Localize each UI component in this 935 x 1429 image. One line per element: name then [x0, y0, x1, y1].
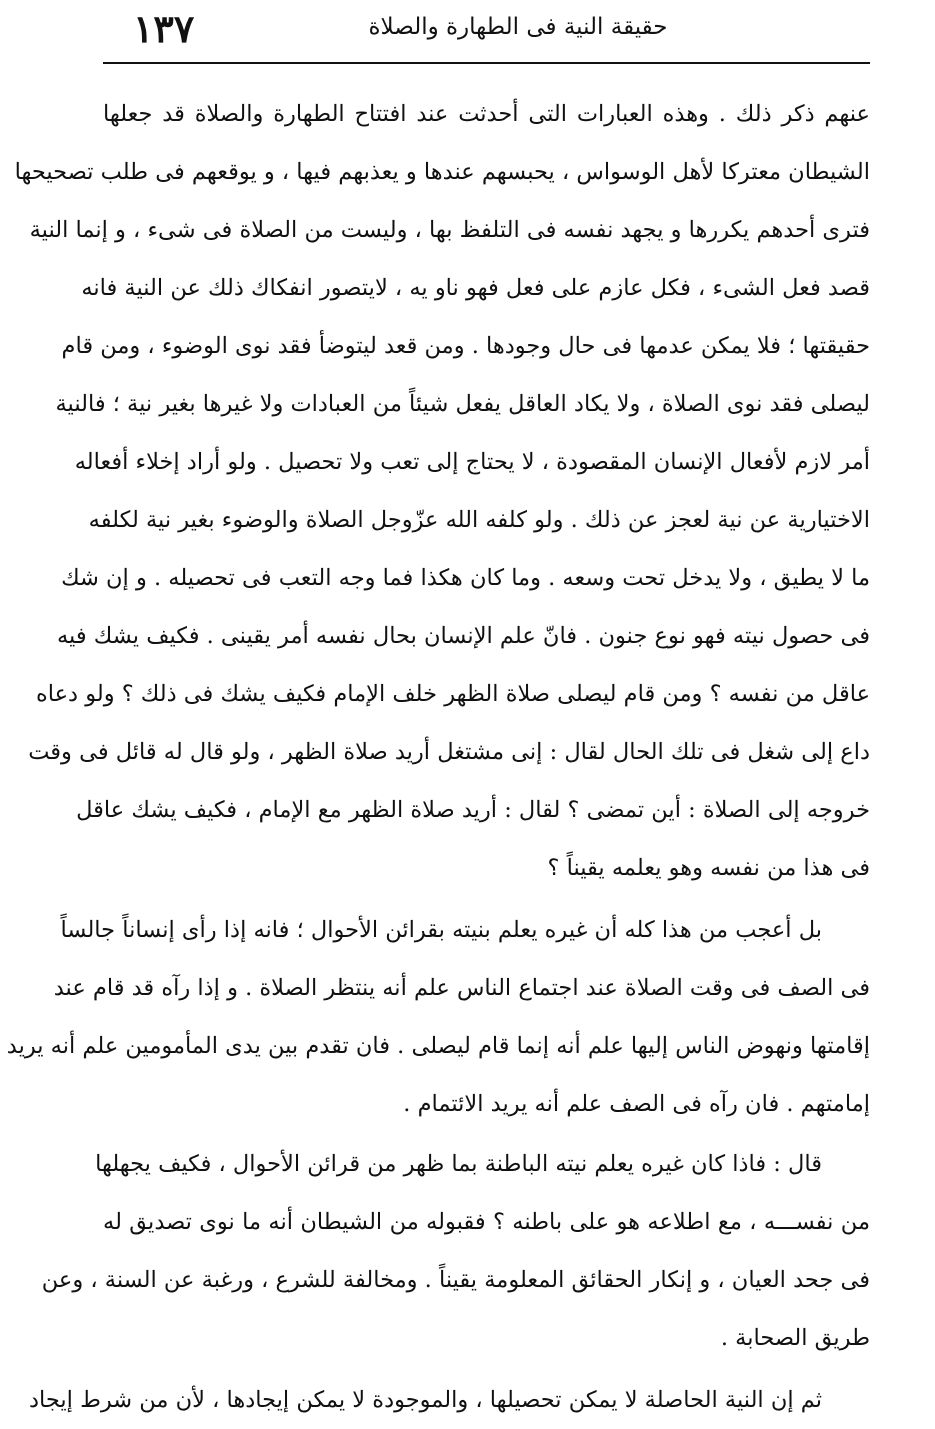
text-line: داع إلى شغل فى تلك الحال لقال : إنى مشتغل أريد صلاة الظهر ، ولو قال له قائل فى وقت [28, 739, 870, 765]
text-line: فى جحد العيان ، و إنكار الحقائق المعلومة يقيناً . ومخالفة للشرع ، ورغبة عن السنة ، وعن [41, 1267, 870, 1293]
text-line: ما لا يطيق ، ولا يدخل تحت وسعه . وما كان هكذا فما وجه التعب فى تحصيله . و إن شك [61, 565, 870, 591]
header-rule [103, 62, 870, 64]
text-line: عاقل من نفسه ؟ ومن قام ليصلى صلاة الظهر خلف الإمام فكيف يشك فى ذلك ؟ ولو دعاه [35, 681, 870, 707]
text-line: ليصلى فقد نوى الصلاة ، ولا يكاد العاقل يفعل شيئاً من العبادات ولا غيرها بغير نية ؛ فالنية [55, 391, 870, 417]
text-line: فى هذا من نفسه وهو يعلمه يقيناً ؟ [547, 855, 870, 881]
page-header [103, 0, 870, 64]
text-line: فترى أحدهم يكررها و يجهد نفسه فى التلفظ بها ، وليست من الصلاة فى شىء ، و إنما النية [29, 217, 870, 243]
text-line: من نفســـه ، مع اطلاعه هو على باطنه ؟ فقبوله من الشيطان أنه ما نوى تصديق له [103, 1209, 870, 1235]
text-line: حقيقتها ؛ فلا يمكن عدمها فى حال وجودها . ومن قعد ليتوضأ فقد نوى الوضوء ، ومن قام [61, 333, 870, 359]
text-line: إمامتهم . فان رآه فى الصف علم أنه يريد الائتمام . [403, 1091, 870, 1117]
text-line: ثم إن النية الحاصلة لا يمكن تحصيلها ، والموجودة لا يمكن إيجادها ، لأن من شرط إيجاد [29, 1387, 822, 1413]
text-line: طريق الصحابة . [720, 1325, 870, 1351]
running-title: حقيقة النية فى الطهارة والصلاة [368, 14, 668, 40]
text-line: فى حصول نيته فهو نوع جنون . فانّ علم الإنسان بحال نفسه أمر يقينى . فكيف يشك فيه [56, 623, 870, 649]
page-number: ١٣٧ [133, 6, 195, 51]
text-line: بل أعجب من هذا كله أن غيره يعلم بنيته بقرائن الأحوال ؛ فانه إذا رأى إنساناً جالساً [60, 917, 822, 943]
text-line: قصد فعل الشىء ، فكل عازم على فعل فهو ناو يه ، لايتصور انفكاك ذلك عن النية فانه [81, 275, 870, 301]
text-line: قال : فاذا كان غيره يعلم نيته الباطنة بما ظهر من قرائن الأحوال ، فكيف يجهلها [95, 1151, 822, 1177]
text-line: أمر لازم لأفعال الإنسان المقصودة ، لا يحتاج إلى تعب ولا تحصيل . ولو أراد إخلاء أفعاله [74, 449, 870, 475]
text-line: فى الصف فى وقت الصلاة عند اجتماع الناس علم أنه ينتظر الصلاة . و إذا رآه قد قام عند [53, 975, 870, 1001]
text-line: الاختيارية عن نية لعجز عن ذلك . ولو كلفه الله عزّوجل الصلاة والوضوء بغير نية لكلفه [88, 507, 870, 533]
text-line: إقامتها ونهوض الناس إليها علم أنه إنما قام ليصلى . فان تقدم بين يدى المأمومين علم أنه يريد [6, 1033, 870, 1059]
text-line: الشيطان معتركا لأهل الوسواس ، يحبسهم عندها و يعذبهم فيها ، و يوقعهم فى طلب تصحيحها [14, 159, 870, 185]
text-line: خروجه إلى الصلاة : أين تمضى ؟ لقال : أريد صلاة الظهر مع الإمام ، فكيف يشك عاقل [76, 797, 870, 823]
text-line: عنهم ذكر ذلك . وهذه العبارات التى أحدثت عند افتتاح الطهارة والصلاة قد جعلها [103, 101, 870, 127]
